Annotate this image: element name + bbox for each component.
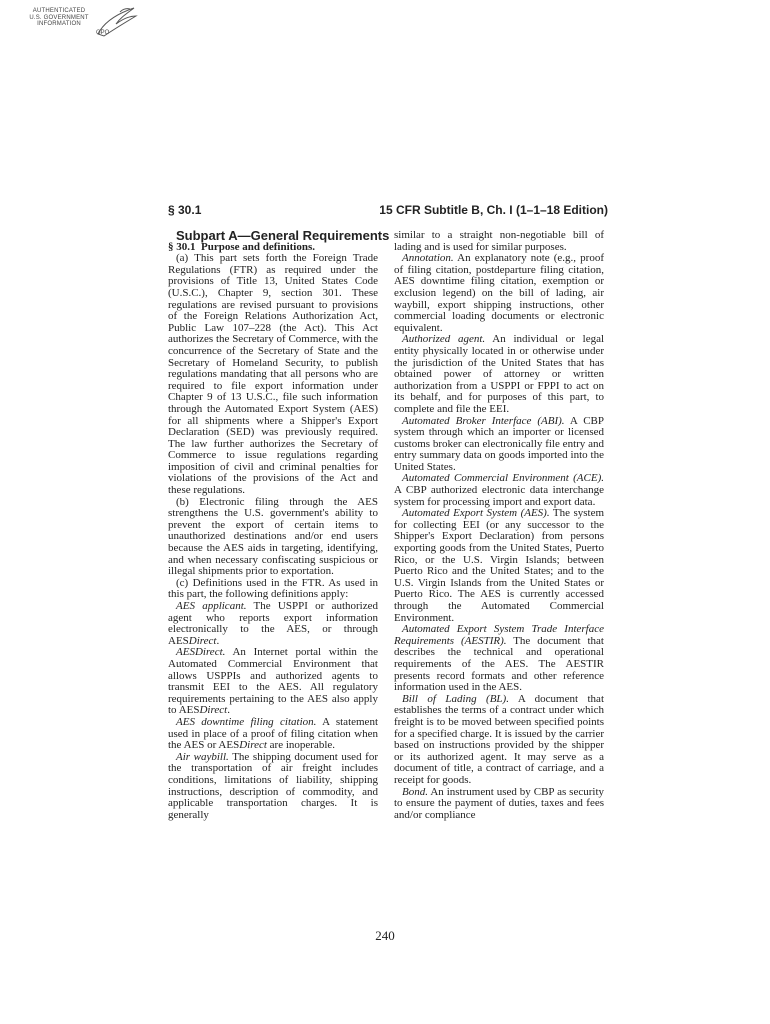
direct-italic: Direct (188, 634, 217, 647)
section-title: Purpose and definitions. (201, 240, 315, 253)
term-authorized-agent: Authorized agent. (402, 333, 486, 346)
definition-end: . (216, 634, 220, 647)
definition-aesdirect (168, 647, 378, 717)
definition-bond (394, 787, 604, 822)
definition-ace (394, 473, 604, 508)
definition-text: The shipping document used for the transportation of air freight includes conditions, limitations of liability, shipping instructions, description of commodity, and applicable transportation charges. It is generally (168, 750, 378, 821)
definition-text: The USPPI or authorized agent who reports export information electronically to the AES, or through AES (168, 600, 378, 647)
paragraph-c: (c) Definitions used in the FTR. As used in this part, the following definitions apply: (168, 576, 378, 601)
paragraph-b: (b) Electronic filing through the AES strengthens the U.S. government's ability to prevent the export of certain items to unauthorized destinations and/or end users because the AES aids in targeting, identifying, and when necessary confiscating suspicious or illegal shipments prior to exportation. (168, 495, 378, 578)
definition-text: An Internet portal within the Automated Commercial Environment that allows USPPIs and authorized agents to transmit EEI to the AES. All regulatory requirements pertaining to the AES also apply to AES (168, 646, 378, 717)
term-downtime-citation: AES downtime filing citation. (176, 715, 317, 728)
definition-text: A CBP system through which an importer or licensed customs broker can electronically file entry and entry summary data on goods imported into the United States. (394, 414, 604, 473)
direct-italic: Direct (239, 739, 267, 752)
definition-text: An individual or legal entity physically located in or otherwise under the jurisdiction of the United States that has obtained power of attorney or written authorization from a USPPI or FPPI to act on its behalf, and for purposes of this part, to complete and file the EEI. (394, 333, 605, 415)
section-number: § 30.1 (168, 240, 196, 253)
seal-line-1: AUTHENTICATED (32, 8, 86, 14)
definition-authorized-agent (394, 334, 604, 415)
subpart-heading: Subpart A—General Requirements (176, 228, 390, 243)
running-head-section: § 30.1 (168, 203, 202, 217)
definition-bill-of-lading (394, 694, 604, 787)
term-aes: Automated Export System (AES). (402, 507, 550, 520)
term-aes-applicant: AES applicant. (176, 600, 247, 612)
term-ace: Automated Commercial Environment (ACE). (402, 472, 604, 485)
definition-abi (394, 416, 604, 474)
term-annotation: Annotation. (402, 252, 454, 265)
page-number: 240 (375, 928, 395, 943)
definition-annotation (394, 253, 604, 334)
definition-end: are inoperable. (266, 739, 336, 752)
term-aesdirect: AESDirect. (176, 646, 226, 659)
definition-text: An instrument used by CBP as security to ensure the payment of duties, taxes and fees and/or compliance (394, 785, 604, 821)
definition-downtime-citation (168, 717, 378, 752)
definition-text: A document that establishes the terms of a contract under which freight is to be moved between specified points for a specified charge. It is issued by the carrier based on instructions provided by the shipper or its authorized agent. It may serve as a document of title, a contract of carriage, and a receipt for goods. (394, 692, 604, 786)
definition-text: A statement used in place of a proof of filing citation when the AES or AES (168, 715, 378, 752)
term-bill-of-lading: Bill of Lading (BL). (402, 692, 509, 705)
term-air-waybill: Air waybill. (176, 750, 229, 763)
definition-aestir (394, 624, 604, 694)
seal-line-2: U.S. GOVERNMENT (29, 14, 89, 21)
definition-aes (394, 508, 604, 624)
right-column (394, 230, 604, 821)
continuation-text: similar to a straight non-negotiable bill of lading and is used for similar purposes. (394, 229, 604, 253)
term-bond: Bond. (402, 785, 428, 798)
running-head-title: 15 CFR Subtitle B, Ch. I (1–1–18 Edition) (379, 203, 608, 217)
definition-text: The system for collecting EEI (or any successor to the Shipper's Export Declaration) from persons exporting goods from the United States, Puerto Rico, or the U.S. Virgin Islands; between Puerto Rico and the United States; and to the U.S. Virgin Islands from the United States or Puerto Rico. The AES is currently accessed through the Automated Commercial Environment. (394, 507, 605, 624)
definition-text: The document that describes the technical and operational requirements of the AES. The AESTIR presents record formats and other reference information used in the AES. (394, 634, 604, 694)
term-abi: Automated Broker Interface (ABI). (402, 414, 565, 427)
definition-text: An explanatory note (e.g., proof of filing citation, postdeparture filing citation, AES downtime filing citation, exemption or exclusion legend) on the bill of lading, air waybill, export shipping instructions, other commercial loading documents or electronic equivalent. (394, 252, 604, 334)
paragraph-a: (a) This part sets forth the Foreign Trade Regulations (FTR) as required under the provisions of Title 13, United States Code (U.S.C.), Chapter 9, section 301. These regulations are revised pursuant to provisions of the Foreign Relations Authorization Act, Public Law 107–228 (the Act). This Act authorizes the Secretary of Commerce, with the concurrence of the Secretary of State and the Secretary of Homeland Security, to publish regulations mandating that all persons who are required to file export information under Chapter 9 of 13 U.S.C., file such information through the Automated Export System (AES) for all shipments where a Shipper's Export Declaration (SED) was previously required. The law further authorizes the Secretary of Commerce to issue regulations regarding imposition of civil and criminal penalties for violations of the provisions of the Act and these regulations. (168, 252, 378, 497)
seal-text (24, 8, 94, 28)
left-column (168, 228, 390, 821)
term-aestir: Automated Export System Trade Interface Requirements (AESTIR). (394, 623, 604, 647)
definition-aes-applicant (168, 601, 378, 647)
definition-air-waybill (168, 752, 378, 822)
seal-gpo: GPO (96, 30, 110, 36)
definition-text: A CBP authorized electronic data interchange system for processing import and export data. (394, 484, 604, 508)
seal-line-3: INFORMATION (37, 21, 81, 27)
direct-italic: Direct (199, 704, 228, 717)
definition-end: . (227, 704, 230, 717)
authentication-seal (24, 4, 144, 46)
